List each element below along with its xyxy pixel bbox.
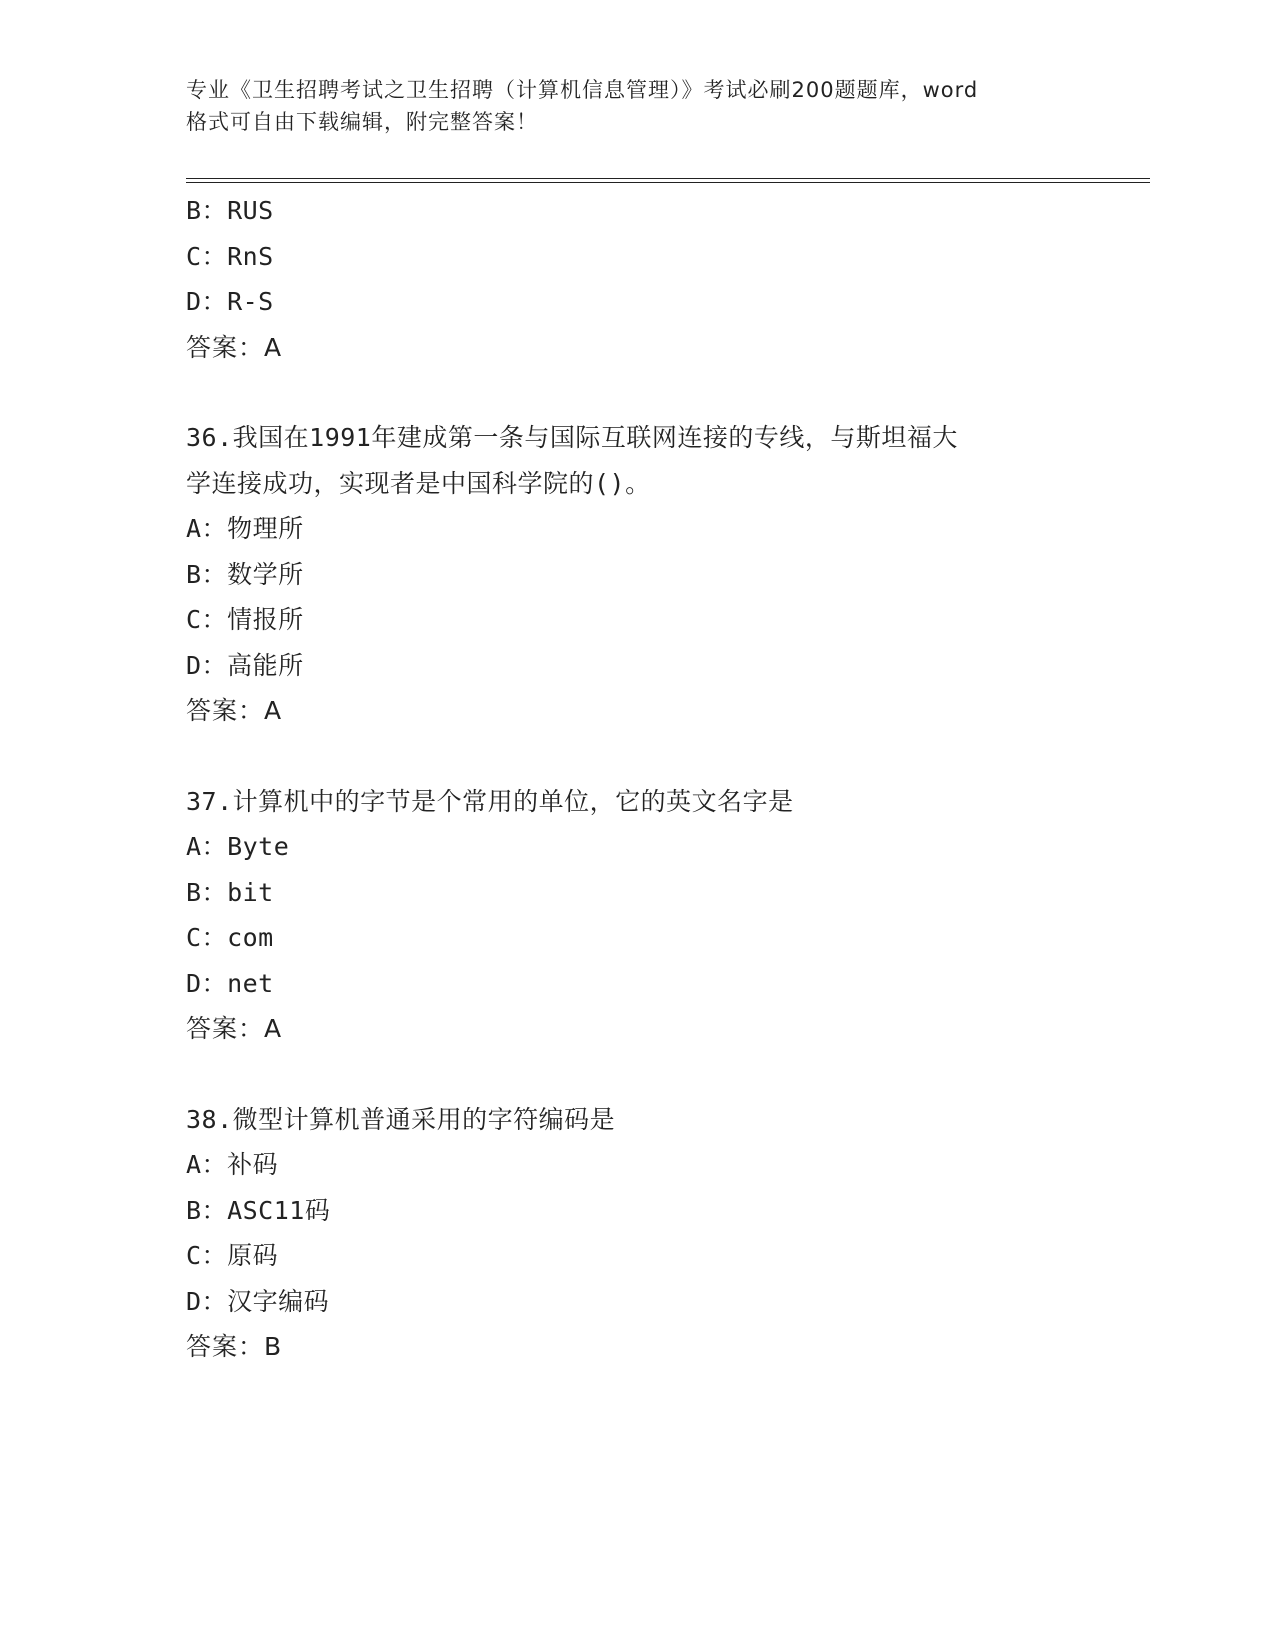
option-text: ASC11码 <box>227 1195 331 1225</box>
option-b <box>186 1188 1150 1234</box>
question-stem-line-1: 38.微型计算机普通采用的字符编码是 <box>186 1104 616 1134</box>
option-b <box>186 552 1150 598</box>
option-label: A： <box>186 832 228 861</box>
option-label: D： <box>186 650 228 680</box>
option-text: 原码 <box>227 1241 279 1270</box>
option-label: B： <box>186 877 228 907</box>
option-b <box>186 870 1150 916</box>
answer-line: 答案：B <box>186 1332 283 1361</box>
document-body <box>186 188 1150 1370</box>
option-label: C： <box>186 1241 228 1270</box>
answer-line: 答案：A <box>186 1014 283 1043</box>
answer-line: 答案：A <box>186 332 283 362</box>
option-c <box>186 1233 1150 1279</box>
header-divider <box>186 178 1150 183</box>
question-36 <box>186 415 1150 734</box>
option-label: C： <box>186 605 228 634</box>
option-c <box>186 234 1150 280</box>
option-text: 补码 <box>227 1150 279 1179</box>
option-label: D： <box>186 968 228 998</box>
option-label: B： <box>186 196 228 225</box>
option-label: A： <box>186 514 228 543</box>
question-38 <box>186 1097 1150 1370</box>
option-text: 高能所 <box>227 650 304 680</box>
document-header <box>186 74 1086 138</box>
option-a <box>186 506 1150 552</box>
option-a <box>186 1142 1150 1188</box>
option-text: 汉字编码 <box>227 1286 330 1316</box>
option-label: B： <box>186 559 228 589</box>
option-label: A： <box>186 1150 228 1179</box>
option-text: RUS <box>227 196 274 225</box>
question-37 <box>186 779 1150 1052</box>
question-stem-line-2: 学连接成功，实现者是中国科学院的()。 <box>186 468 651 498</box>
spacer <box>186 1052 1150 1097</box>
option-d <box>186 279 1150 325</box>
option-label: D： <box>186 1286 228 1316</box>
option-text: net <box>227 968 274 998</box>
question-stem-line-1: 36.我国在1991年建成第一条与国际互联网连接的专线，与斯坦福大 <box>186 423 958 452</box>
option-text: R-S <box>227 287 274 316</box>
option-c <box>186 597 1150 643</box>
option-d <box>186 1279 1150 1325</box>
option-text: bit <box>227 877 274 907</box>
option-d <box>186 643 1150 689</box>
header-title-line-2: 格式可自由下载编辑，附完整答案！ <box>186 110 538 134</box>
option-c <box>186 915 1150 961</box>
option-label: C： <box>186 241 228 271</box>
answer-line: 答案：A <box>186 696 283 725</box>
option-text: RnS <box>227 241 274 271</box>
option-text: Byte <box>227 832 290 861</box>
spacer <box>186 734 1150 779</box>
question-35-continued <box>186 188 1150 370</box>
option-text: com <box>227 923 274 952</box>
option-text: 物理所 <box>227 514 304 543</box>
question-stem-line-1: 37.计算机中的字节是个常用的单位，它的英文名字是 <box>186 786 794 816</box>
option-d <box>186 961 1150 1007</box>
option-b <box>186 188 1150 234</box>
option-label: B： <box>186 1195 228 1225</box>
option-text: 情报所 <box>227 605 304 634</box>
option-a <box>186 824 1150 870</box>
option-label: C： <box>186 923 228 952</box>
option-label: D： <box>186 287 228 316</box>
header-title-line-1: 专业《卫生招聘考试之卫生招聘（计算机信息管理）》考试必刷200题题库，word <box>186 78 979 102</box>
spacer <box>186 370 1150 415</box>
option-text: 数学所 <box>227 559 304 589</box>
